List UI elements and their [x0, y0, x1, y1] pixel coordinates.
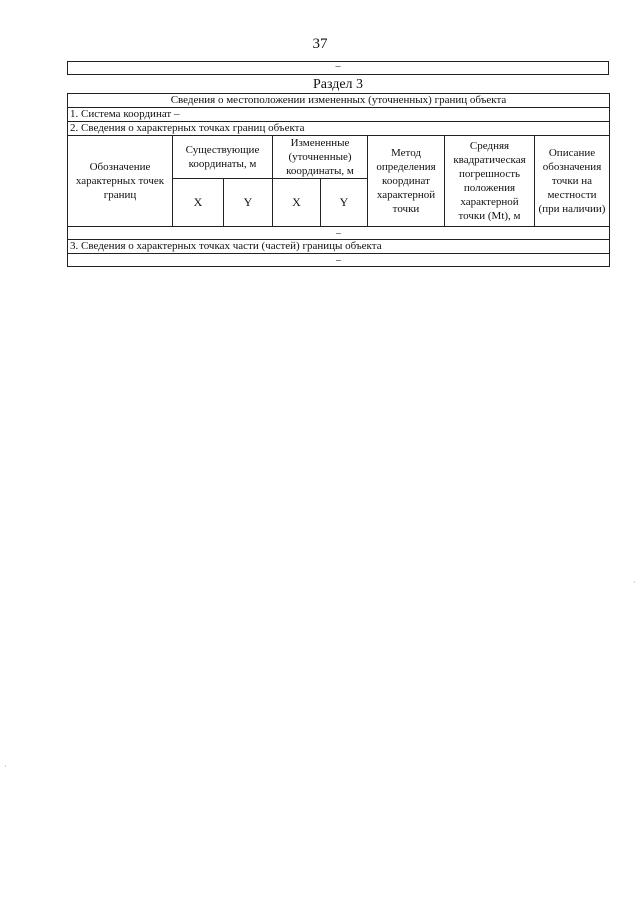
empty-section-dash: – [335, 61, 341, 72]
header-existing-y: Y [224, 179, 273, 227]
boundary-table [67, 93, 610, 267]
empty-partial-row [68, 254, 610, 267]
header-changed-coordinates: Измененные (уточненные) координаты, м [273, 136, 368, 179]
header-existing-coordinates: Существующие координаты, м [173, 136, 273, 179]
empty-section-box [67, 61, 609, 75]
empty-data-row [68, 227, 610, 240]
scan-artifact: · [633, 578, 636, 587]
header-accuracy: Средняя квадратическая погрешность положения характерной точки (Mt), м [445, 136, 535, 227]
empty-partial-dash: – [68, 254, 610, 267]
header-changed-y: Y [321, 179, 368, 227]
partial-boundary-row [68, 240, 610, 254]
header-description: Описание обозначения точки на местности (при наличии) [535, 136, 610, 227]
header-existing-x: X [173, 179, 224, 227]
section-title: Раздел 3 [312, 77, 364, 92]
empty-data-dash: – [68, 227, 610, 240]
coordinate-system-row [68, 108, 610, 122]
header-row-1 [68, 136, 610, 179]
header-designation: Обозначение характерных точек границ [68, 136, 173, 227]
scan-artifact: · [4, 762, 7, 771]
table-title-row [68, 94, 610, 108]
boundary-points-label: 2. Сведения о характерных точках границ объекта [68, 122, 610, 136]
page-number: 37 [312, 36, 328, 52]
header-method: Метод определения координат характерной точки [368, 136, 445, 227]
boundary-points-row [68, 122, 610, 136]
table-title: Сведения о местоположении измененных (уточненных) границ объекта [68, 94, 610, 108]
coordinate-system-label: 1. Система координат – [68, 108, 610, 122]
partial-boundary-label: 3. Сведения о характерных точках части (частей) границы объекта [68, 240, 610, 254]
header-changed-x: X [273, 179, 321, 227]
